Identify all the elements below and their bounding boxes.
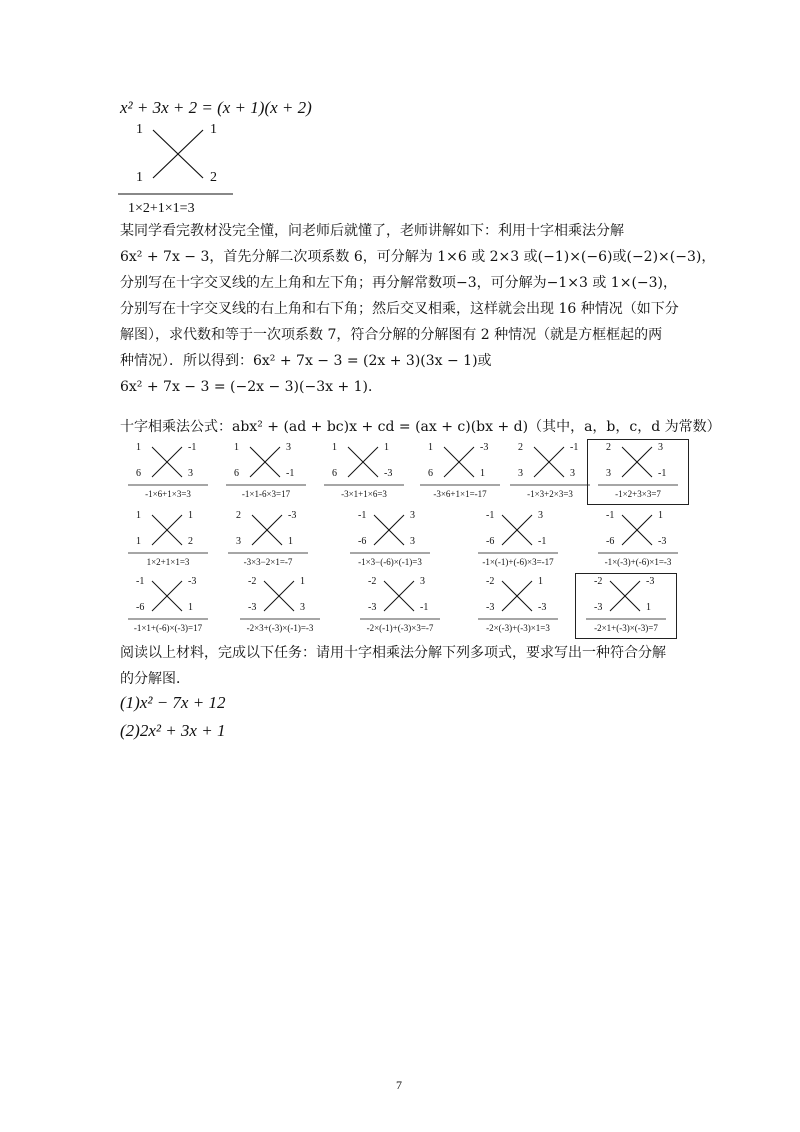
diagram-bottom-left: -6 (486, 536, 495, 547)
diagram-result: -3×1+1×6=3 (341, 489, 387, 499)
cross-diagram-10 (468, 508, 568, 572)
para-line-6: 种情况）．所以得到：6x² + 7x − 3 = (2x + 3)(3x − 1)或 (120, 353, 492, 369)
diagram-bottom-left: 3 (518, 468, 523, 479)
intro-result: 1×2+1×1=3 (128, 201, 195, 216)
diagram-bottom-left: -6 (358, 536, 367, 547)
diagram-top-right: 3 (286, 442, 291, 453)
diagram-result: -1×6+1×3=3 (145, 489, 191, 499)
diagram-top-right: -3 (646, 576, 655, 587)
diagram-result: -2×(-3)+(-3)×1=3 (486, 623, 550, 633)
diagram-top-left: -2 (248, 576, 257, 587)
cross-diagram-6 (588, 440, 688, 504)
diagram-result: -1×1-6×3=17 (241, 489, 291, 499)
diagram-top-left: -1 (358, 510, 367, 521)
diagram-top-right: 1 (538, 576, 543, 587)
diagram-top-right: -3 (188, 576, 197, 587)
task-line-2: 的分解图． (120, 671, 190, 687)
diagram-result: -1×(-1)+(-6)×3=-17 (482, 557, 554, 567)
diagram-bottom-right: -3 (538, 602, 547, 613)
diagram-bottom-right: 1 (288, 536, 293, 547)
para-line-5: 解图），求代数和等于一次项系数 7，符合分解的分解图有 2 种情况（就是方框框起的两 (120, 327, 663, 343)
intro-equation: x² + 3x + 2 = (x + 1)(x + 2) (120, 98, 312, 117)
cross-diagram-1 (118, 440, 218, 504)
diagram-result: -1×(-3)+(-6)×1=-3 (604, 557, 672, 567)
question-1: (1)x² − 7x + 12 (120, 693, 226, 712)
diagram-top-left: 2 (606, 442, 611, 453)
cross-diagram-8 (218, 508, 318, 572)
diagram-result: -1×3−(-6)×(-1)=3 (358, 557, 422, 567)
diagram-bottom-left: -3 (248, 602, 257, 613)
cross-diagram-11 (588, 508, 688, 572)
diagram-bottom-right: -1 (658, 468, 667, 479)
diagram-result: 1×2+1×1=3 (146, 557, 190, 567)
cross-diagram-7 (118, 508, 218, 572)
diagram-top-left: 1 (136, 510, 141, 521)
diagram-bottom-right: 1 (188, 602, 193, 613)
diagram-result: -2×1+(-3)×(-3)=7 (594, 623, 658, 633)
diagram-top-left: -2 (486, 576, 495, 587)
diagram-bottom-left: 6 (234, 468, 239, 479)
diagram-bottom-right: -1 (420, 602, 429, 613)
diagram-top-right: -3 (288, 510, 297, 521)
diagram-top-right: -1 (570, 442, 579, 453)
diagram-top-right: 3 (420, 576, 425, 587)
para-line-3: 分别写在十字交叉线的左上角和左下角；再分解常数项−3，可分解为−1×3 或 1×(−3)， (120, 275, 678, 291)
diagram-bottom-left: 6 (332, 468, 337, 479)
diagram-bottom-left: 6 (136, 468, 141, 479)
diagram-top-left: -2 (594, 576, 603, 587)
cross-diagram-15 (468, 574, 568, 638)
cross-diagram-grid (118, 440, 698, 640)
cross-diagram-13 (230, 574, 330, 638)
question-2: (2)2x² + 3x + 1 (120, 721, 226, 740)
cross-diagram-5 (500, 440, 600, 504)
diagram-bottom-right: 2 (188, 536, 193, 547)
diagram-bottom-right: 3 (570, 468, 575, 479)
diagram-result: -1×1+(-6)×(-3)=17 (133, 623, 203, 633)
diagram-bottom-left: -3 (368, 602, 377, 613)
diagram-bottom-right: 3 (300, 602, 305, 613)
diagram-top-right: 1 (384, 442, 389, 453)
para-line-4: 分别写在十字交叉线的右上角和右下角；然后交叉相乘，这样就会出现 16 种情况（如下分 (120, 301, 679, 317)
cross-diagram-4 (410, 440, 510, 504)
diagram-top-right: 1 (658, 510, 663, 521)
diagram-bottom-right: 1 (480, 468, 485, 479)
diagram-bottom-right: -1 (538, 536, 547, 547)
diagram-bottom-left: -6 (136, 602, 145, 613)
intro-tr: 1 (210, 122, 217, 137)
cross-diagram-9 (340, 508, 440, 572)
diagram-top-right: 1 (300, 576, 305, 587)
diagram-result: -2×(-1)+(-3)×3=-7 (366, 623, 434, 633)
page-number: 7 (396, 1078, 402, 1092)
intro-cross-diagram (118, 120, 238, 220)
intro-bl: 1 (136, 170, 143, 185)
task-text (120, 640, 666, 692)
diagram-bottom-left: 1 (136, 536, 141, 547)
diagram-top-left: 1 (234, 442, 239, 453)
diagram-top-left: 1 (332, 442, 337, 453)
diagram-bottom-right: 3 (410, 536, 415, 547)
diagram-top-right: -3 (480, 442, 489, 453)
cross-diagram-2 (216, 440, 316, 504)
intro-tl: 1 (136, 122, 143, 137)
diagram-top-right: 1 (188, 510, 193, 521)
diagram-result: -2×3+(-3)×(-1)=-3 (246, 623, 314, 633)
diagram-result: -1×2+3×3=7 (615, 489, 661, 499)
diagram-top-left: -1 (606, 510, 615, 521)
formula-line: 十字相乘法公式：abx² + (ad + bc)x + cd = (ax + c)(bx + d)（其中，a，b，c，d 为常数） (120, 419, 721, 435)
cross-diagram-12 (118, 574, 218, 638)
diagram-bottom-left: -3 (486, 602, 495, 613)
diagram-top-left: 2 (518, 442, 523, 453)
diagram-top-right: 3 (538, 510, 543, 521)
diagram-bottom-left: -6 (606, 536, 615, 547)
diagram-result: -3×3−2×1=-7 (243, 557, 293, 567)
diagram-top-left: -1 (136, 576, 145, 587)
diagram-top-left: -2 (368, 576, 377, 587)
diagram-result: -3×6+1×1=-17 (433, 489, 487, 499)
diagram-bottom-right: 1 (646, 602, 651, 613)
cross-diagram-3 (314, 440, 414, 504)
diagram-bottom-left: 3 (606, 468, 611, 479)
diagram-bottom-left: 6 (428, 468, 433, 479)
para-line-1: 某同学看完教材没完全懂，问老师后就懂了，老师讲解如下：利用十字相乘法分解 (120, 223, 624, 239)
diagram-bottom-right: 3 (188, 468, 193, 479)
cross-diagram-16 (576, 574, 676, 638)
cross-diagram-14 (350, 574, 450, 638)
diagram-bottom-left: -3 (594, 602, 603, 613)
explanation-paragraph (120, 218, 715, 400)
para-line-7: 6x² + 7x − 3 = (−2x − 3)(−3x + 1)． (120, 379, 383, 395)
diagram-bottom-right: -3 (658, 536, 667, 547)
diagram-top-left: 1 (136, 442, 141, 453)
diagram-result: -1×3+2×3=3 (527, 489, 573, 499)
diagram-top-left: 2 (236, 510, 241, 521)
diagram-bottom-right: -3 (384, 468, 393, 479)
diagram-bottom-left: 3 (236, 536, 241, 547)
diagram-bottom-right: -1 (286, 468, 295, 479)
diagram-top-right: -1 (188, 442, 197, 453)
para-line-2: 6x² + 7x − 3，首先分解二次项系数 6，可分解为 1×6 或 2×3 或(−1)×(−6)或(−2)×(−3)， (120, 249, 716, 265)
diagram-top-right: 3 (410, 510, 415, 521)
diagram-top-left: 1 (428, 442, 433, 453)
diagram-top-left: -1 (486, 510, 495, 521)
diagram-top-right: 3 (658, 442, 663, 453)
task-line-1: 阅读以上材料，完成以下任务：请用十字相乘法分解下列多项式，要求写出一种符合分解 (120, 645, 666, 661)
intro-br: 2 (210, 170, 217, 185)
